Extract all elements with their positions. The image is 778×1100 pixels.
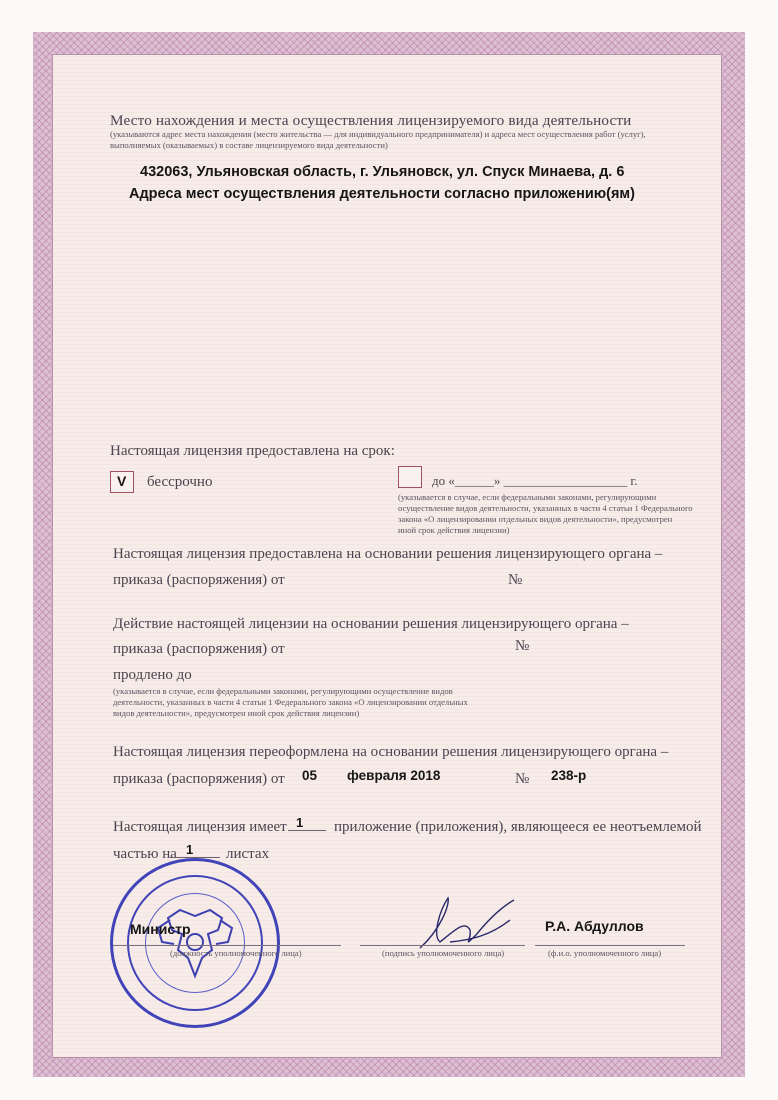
signature-caption: (подпись уполномоченного лица): [382, 948, 505, 958]
term-note-line1: (указывается в случае, если федеральными законами, регулирующими: [398, 492, 657, 502]
extended-note-line3: видов деятельности», предусмотрен иной срок действия лицензии): [113, 708, 360, 718]
prolonged-label: продлено до: [113, 667, 192, 683]
annex-sheets: 1: [170, 842, 220, 858]
annex-text4: листах: [226, 846, 270, 862]
checkbox-mark: V: [117, 473, 127, 489]
extended-number-sign: №: [515, 638, 530, 654]
granted-number-sign: №: [508, 572, 523, 588]
granted-line2: приказа (распоряжения) от: [113, 572, 285, 588]
term-heading: Настоящая лицензия предоставлена на срок:: [110, 443, 395, 459]
address-text: 432063, Ульяновская область, г. Ульяновск, ул. Спуск Минаева, д. 6: [140, 164, 625, 180]
reissue-month-year: февраля 2018: [347, 768, 441, 783]
unlimited-checkbox: [110, 471, 134, 493]
term-note-line2: осуществление видов деятельности, указанных в части 4 статьи 1 Федерального: [398, 503, 693, 513]
location-heading: Место нахождения и места осуществления лицензируемого вида деятельности: [110, 112, 632, 129]
eagle-emblem-icon: [110, 858, 280, 1028]
reissued-line1: Настоящая лицензия переоформлена на основании решения лицензирующего органа –: [113, 744, 669, 760]
granted-line1: Настоящая лицензия предоставлена на основании решения лицензирующего органа –: [113, 546, 663, 562]
annex-text2: приложение (приложения), являющееся ее неотъемлемой: [334, 819, 702, 835]
extended-note-line1: (указывается в случае, если федеральными законами, регулирующими осуществление видов: [113, 686, 453, 696]
reissued-number-sign: №: [515, 771, 530, 787]
annex-text1: Настоящая лицензия имеет: [113, 819, 287, 835]
extended-line1: Действие настоящей лицензии на основании решения лицензирующего органа –: [113, 616, 629, 632]
term-note-line4: иной срок действия лицензии): [398, 525, 510, 535]
reissued-line2: приказа (распоряжения) от: [113, 771, 285, 787]
order-number: 238-р: [551, 768, 587, 783]
annex-count: 1: [288, 815, 326, 831]
position-label: Министр: [130, 921, 191, 937]
term-note-line3: закона «О лицензировании отдельных видов деятельности», предусмотрен: [398, 514, 673, 524]
location-note-line1: (указываются адрес места нахождения (место жительства — для индивидуального предпринимателя) и адреса мест осуществления работ (услуг),: [110, 129, 646, 139]
location-note-line2: выполняемых (оказываемых) в составе лицензируемого вида деятельности): [110, 140, 388, 150]
addresses-reference: Адреса мест осуществления деятельности согласно приложению(ям): [129, 186, 635, 202]
reissue-day: 05: [302, 768, 318, 783]
signatory-name: Р.А. Абдуллов: [545, 918, 644, 934]
annex-text3: частью на: [113, 846, 177, 862]
until-date-text: до «______» ___________________ г.: [432, 473, 638, 488]
until-checkbox: [398, 466, 422, 488]
extended-note-line2: деятельности, указанных в части 4 статьи 1 Федерального закона «О лицензировании отдельных: [113, 697, 468, 707]
name-caption: (ф.и.о. уполномоченного лица): [548, 948, 662, 958]
official-seal: [110, 858, 280, 1028]
extended-line2: приказа (распоряжения) от: [113, 641, 285, 657]
position-caption: (должность уполномоченного лица): [170, 948, 302, 958]
unlimited-label: бессрочно: [147, 474, 213, 490]
